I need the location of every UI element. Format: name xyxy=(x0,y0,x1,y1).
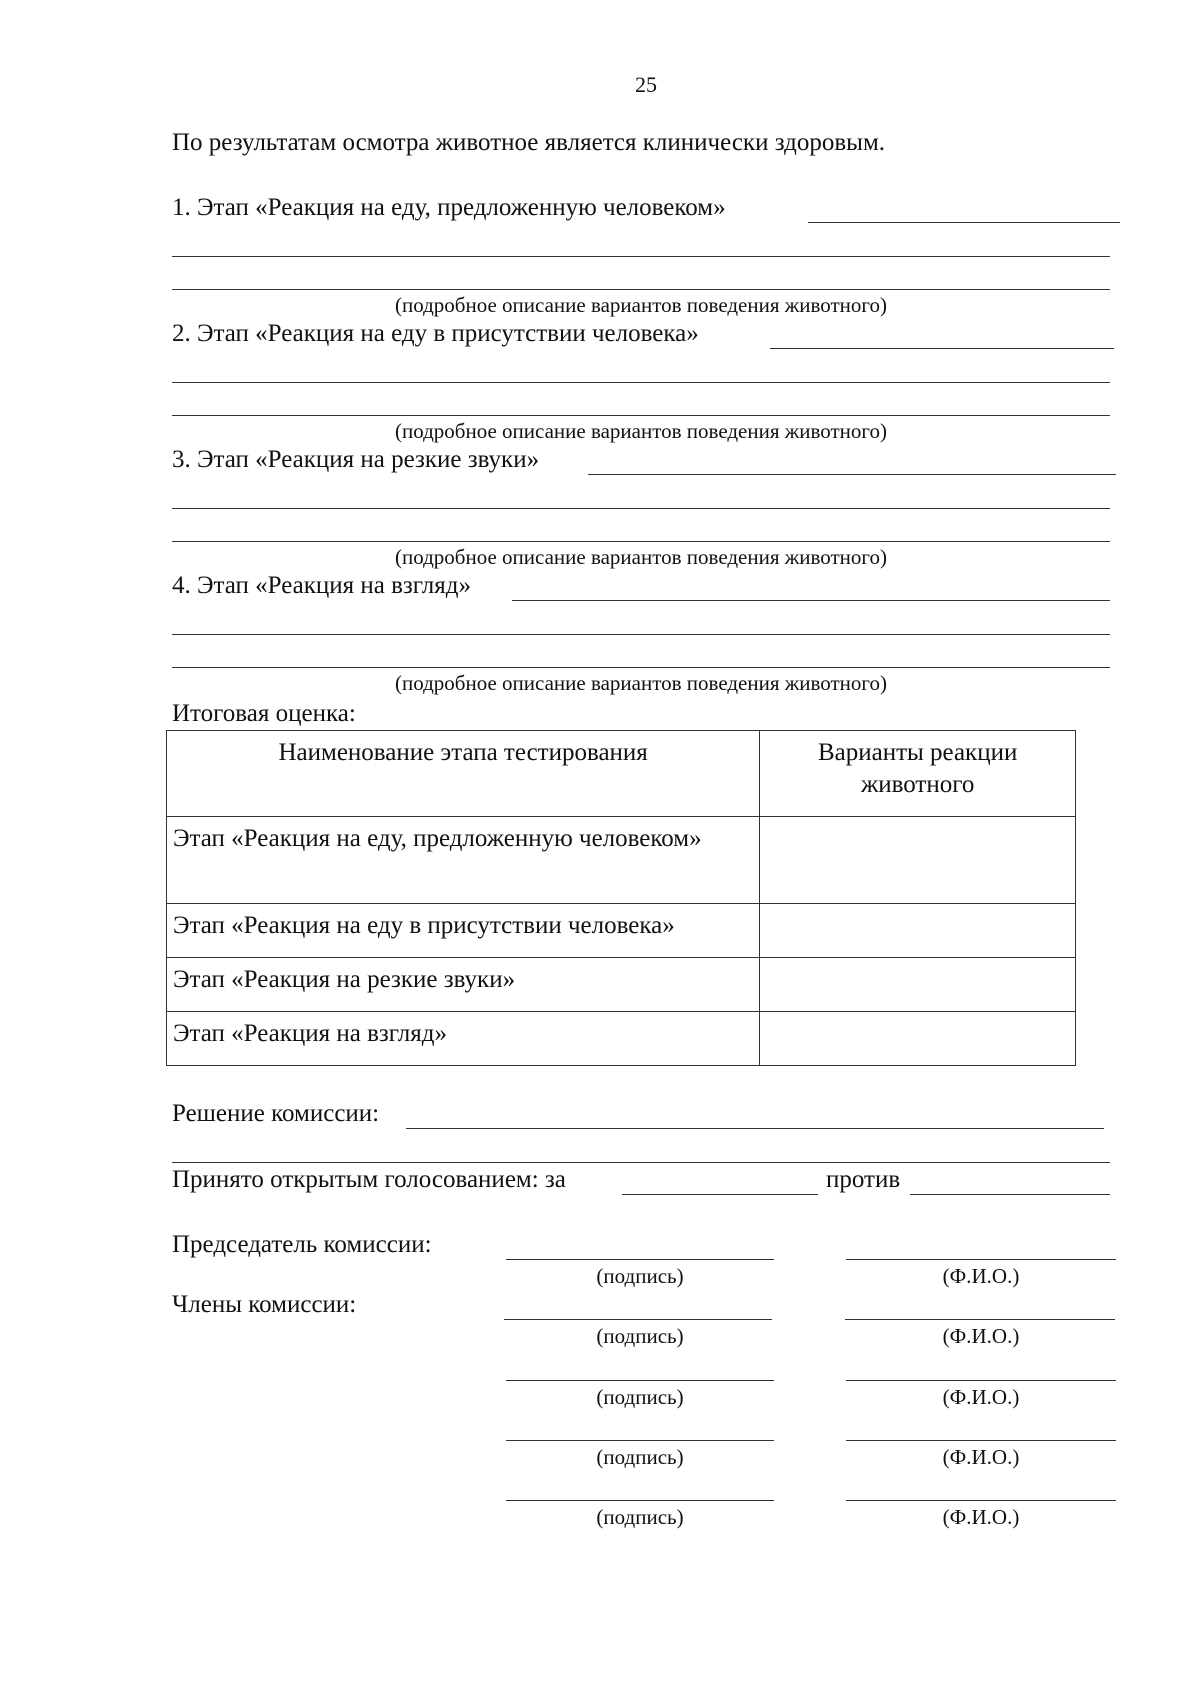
member-1-signature-line[interactable] xyxy=(504,1319,772,1320)
member-3-signature-line[interactable] xyxy=(506,1440,774,1441)
member-2-signature-line[interactable] xyxy=(506,1380,774,1381)
vote-for-input[interactable] xyxy=(622,1194,818,1195)
row-3-stage: Этап «Реакция на резкие звуки» xyxy=(167,958,760,1012)
stage-2-caption: (подробное описание вариантов поведения животного) xyxy=(394,419,887,443)
member-2-name-line[interactable] xyxy=(846,1380,1116,1381)
stage-4-line-2[interactable] xyxy=(172,634,1110,635)
members-label: Члены комиссии: xyxy=(172,1291,357,1318)
vote-label: Принято открытым голосованием: за xyxy=(172,1166,566,1193)
chair-name-line[interactable] xyxy=(846,1259,1116,1260)
member-4-name-caption: (Ф.И.О.) xyxy=(942,1505,1020,1529)
header-reaction: Варианты реакции животного xyxy=(760,731,1076,817)
stage-4-caption: (подробное описание вариантов поведения животного) xyxy=(394,671,887,695)
row-1-reaction[interactable] xyxy=(760,817,1076,904)
stage-2-line-3[interactable] xyxy=(172,415,1110,416)
intro-text: По результатам осмотра животное является клинически здоровым. xyxy=(172,129,886,156)
header-stage-name: Наименование этапа тестирования xyxy=(167,731,760,817)
stage-4-label: 4. Этап «Реакция на взгляд» xyxy=(172,572,471,599)
vote-against-input[interactable] xyxy=(910,1194,1110,1195)
decision-line-2[interactable] xyxy=(172,1162,1110,1163)
row-2-stage: Этап «Реакция на еду в присутствии человека» xyxy=(167,904,760,958)
decision-label: Решение комиссии: xyxy=(172,1100,380,1127)
summary-title: Итоговая оценка: xyxy=(172,700,356,727)
table-row xyxy=(167,817,1076,904)
table-row xyxy=(167,904,1076,958)
decision-input-line[interactable] xyxy=(406,1128,1104,1129)
stage-3-caption: (подробное описание вариантов поведения животного) xyxy=(394,545,887,569)
stage-1-label: 1. Этап «Реакция на еду, предложенную человеком» xyxy=(172,194,726,221)
stage-1-input-line[interactable] xyxy=(808,222,1120,223)
stage-2-input-line[interactable] xyxy=(770,348,1114,349)
stage-2-label: 2. Этап «Реакция на еду в присутствии человека» xyxy=(172,320,699,347)
member-2-name-caption: (Ф.И.О.) xyxy=(942,1385,1020,1409)
member-4-signature-caption: (подпись) xyxy=(596,1505,684,1529)
stage-3-line-3[interactable] xyxy=(172,541,1110,542)
member-4-signature-line[interactable] xyxy=(506,1500,774,1501)
member-2-signature-caption: (подпись) xyxy=(596,1385,684,1409)
table-row xyxy=(167,1012,1076,1066)
stage-3-line-2[interactable] xyxy=(172,508,1110,509)
member-1-name-caption: (Ф.И.О.) xyxy=(942,1324,1020,1348)
row-4-stage: Этап «Реакция на взгляд» xyxy=(167,1012,760,1066)
member-3-signature-caption: (подпись) xyxy=(596,1445,684,1469)
stage-4-line-3[interactable] xyxy=(172,667,1110,668)
stage-1-line-2[interactable] xyxy=(172,256,1110,257)
member-4-name-line[interactable] xyxy=(846,1500,1116,1501)
stage-3-label: 3. Этап «Реакция на резкие звуки» xyxy=(172,446,540,473)
member-1-name-line[interactable] xyxy=(845,1319,1115,1320)
chair-signature-caption: (подпись) xyxy=(596,1264,684,1288)
row-2-reaction[interactable] xyxy=(760,904,1076,958)
member-3-name-line[interactable] xyxy=(846,1440,1116,1441)
stage-2-line-2[interactable] xyxy=(172,382,1110,383)
row-3-reaction[interactable] xyxy=(760,958,1076,1012)
member-3-name-caption: (Ф.И.О.) xyxy=(942,1445,1020,1469)
row-1-stage: Этап «Реакция на еду, предложенную человеком» xyxy=(167,817,760,904)
stage-3-input-line[interactable] xyxy=(588,474,1116,475)
chair-label: Председатель комиссии: xyxy=(172,1231,432,1258)
summary-table xyxy=(166,730,1076,1066)
stage-1-caption: (подробное описание вариантов поведения животного) xyxy=(394,293,887,317)
vote-against-label: против xyxy=(826,1166,901,1193)
table-header-row xyxy=(167,731,1076,817)
table-row xyxy=(167,958,1076,1012)
chair-signature-line[interactable] xyxy=(506,1259,774,1260)
stage-1-line-3[interactable] xyxy=(172,289,1110,290)
chair-name-caption: (Ф.И.О.) xyxy=(942,1264,1020,1288)
member-1-signature-caption: (подпись) xyxy=(596,1324,684,1348)
row-4-reaction[interactable] xyxy=(760,1012,1076,1066)
stage-4-input-line[interactable] xyxy=(512,600,1110,601)
page-number: 25 xyxy=(635,72,657,97)
